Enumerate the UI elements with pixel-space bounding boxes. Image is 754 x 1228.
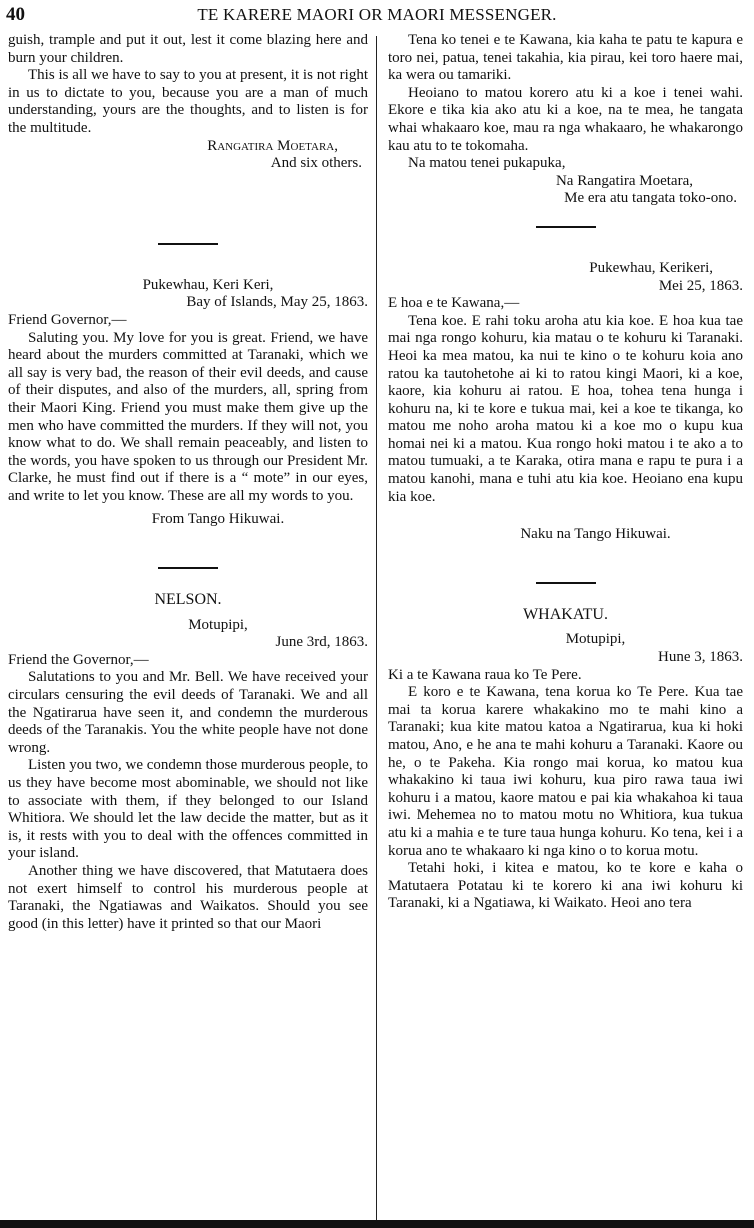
masthead-title: TE KARERE MAORI OR MAORI MESSENGER.	[197, 5, 557, 24]
letter-date: Mei 25, 1863.	[658, 277, 743, 294]
letter-paragraph: Another thing we have discovered, that Matutaera does not exert himself to control his murderous people at Taranaki, the Ngatiawas and Waikatos. Should you see good (in this letter) have it printed so that our Maori	[8, 862, 368, 932]
letter-date: Hune 3, 1863.	[658, 649, 743, 666]
letter-salutation: Friend Governor,—	[8, 311, 127, 328]
section-heading: WHAKATU.	[523, 605, 608, 623]
letter-salutation: Friend the Governor,—	[8, 651, 149, 668]
letter-body: Saluting you. My love for you is great. Friend, we have heard about the murders committed at Taranaki, which we all say is very bad, the reason of their evil deeds, and cause of their disputes, and also of the murders, all, spring from their Maori King. Friend you must make them give up the men who have committed the murders. If they will not, you know what to do. We shall remain peaceably, and listen to the words, you have spoken to us through our President Mr. Clarke, he must find out if there is a “ mote” in our eyes, and write to let you know. These are all my words to you.	[8, 329, 368, 504]
letter-signature: From Tango Hikuwai.	[151, 511, 285, 528]
letter-place: Motupipi,	[565, 631, 626, 648]
section-heading: NELSON.	[154, 591, 222, 609]
closing-paragraph: This is all we have to say to you at present, it is not right in us to dictate to you, because you are a man of much understanding, yours are the thoughts, and to listen is for the multitude.	[8, 67, 368, 136]
letter-salutation: E hoa e te Kawana,—	[388, 295, 520, 312]
english-column	[8, 32, 368, 1224]
letter-signature: Naku na Tango Hikuwai.	[520, 526, 671, 543]
column-divider	[376, 36, 377, 1228]
letter-place: Motupipi,	[188, 616, 248, 633]
continued-text: guish, trample and put it out, lest it come blazing here and burn your children.	[8, 32, 368, 66]
letter-paragraph: Listen you two, we condemn those murderous people, to us they have become most abominable, we should not like to associate with them, if they belonged to our Island Whitiora. We should let the law decide the matter, but as it is, it rests with you to deal with the offences committed in your island.	[8, 757, 368, 862]
signature-name: Rangatira Moetara,	[207, 137, 338, 154]
signature-others: And six others.	[270, 155, 362, 172]
letter-date: Bay of Islands, May 25, 1863.	[186, 294, 368, 311]
letter-paragraph: Salutations to you and Mr. Bell. We have received your circulars censuring the evil deeds of Taranaki. We and all the Ngatirarua have seen it, and condemn the murderous deeds of the Taranakis. You the white people have not done wrong.	[8, 669, 368, 756]
page-header	[0, 4, 754, 26]
letter-place: Pukewhau, Kerikeri,	[589, 259, 713, 276]
maori-column	[388, 32, 743, 1224]
page-number: 40	[6, 4, 25, 25]
paragraph: Tena ko tenei e te Kawana, kia kaha te patu te kapura e toro nei, patua, tenei takahia, kia pirau, kei toro haere mai, ka wera ou tamariki.	[388, 32, 743, 84]
letter-date: June 3rd, 1863.	[275, 634, 368, 651]
signature-others: Me era atu tangata toko-ono.	[564, 190, 737, 207]
paragraph: Na matou tenei pukapuka,	[408, 155, 566, 172]
signature-name: Na Rangatira Moetara,	[555, 172, 693, 189]
letter-body: Tena koe. E rahi toku aroha atu kia koe. E hoa kua tae mai nga rongo kohuru, kia matau o te kohuru ki Taranaki. Heoi ka mea matou, ka nui te kino o te kohuru koia ano ratou ka tautohetohe ai ki to ratou kingi Maori, ki a koe, kaore, kia kohuru ai ratou. E hoa, tohea tena hunga i kohuru na, ki te kore e tukua mai, kei a koe te tikanga, ko matou me noho aroha matou ki a koe mo o kupu kua homai nei ki a matou. Kua rongo hoki matou i te ako a to matou tumuaki, a te Karaka, otira mana e rapu te pura i a matou kanohi, mana e tuhi atu kia koe. Heoiano ena kupu kia koe.	[388, 312, 743, 505]
paragraph: Heoiano to matou korero atu ki a koe i tenei wahi. Ekore e tika kia ako atu ki a koe, na te mea, he tangata whai whakaaro koe, mau ra nga whakaaro, he whakarongo kau atu to te tokomaha.	[388, 84, 743, 154]
letter-place: Pukewhau, Keri Keri,	[142, 276, 274, 293]
letter-paragraph: E koro e te Kawana, tena korua ko Te Pere. Kua tae mai ta korua karere whakakino mo te mahi kino a Taranaki; kua kite matou katoa a Ngatirarua, kua ki hoki matou, Ano, e he ana te mahi kohuru a Taranaki. Kaore ou he, o te Pakeha. Kia rongo mai korua, ko matou kua whakakino ki taua iwi kohuru, kua piro rawa taua iwi kohuru i a matou, kaore matou e pai kia whakahoa ki taua iwi. Mehemea no to matou motu no Whitiora, kua tukua atu ki a mahia e te ture taua hunga kohuru. Ko tena, kei i a korua ano te whakaaro ki nga kino o to korua motu.	[388, 684, 743, 859]
page-bottom-edge	[0, 1220, 754, 1228]
letter-paragraph: Tetahi hoki, i kitea e matou, ko te kore e kaha o Matutaera Potatau ki te korero ki ana iwi kohuru ki Taranaki, ki a Ngatiawa, ki Waikato. Heoi ano tera	[388, 860, 743, 912]
letter-salutation: Ki a te Kawana raua ko Te Pere.	[388, 666, 582, 683]
